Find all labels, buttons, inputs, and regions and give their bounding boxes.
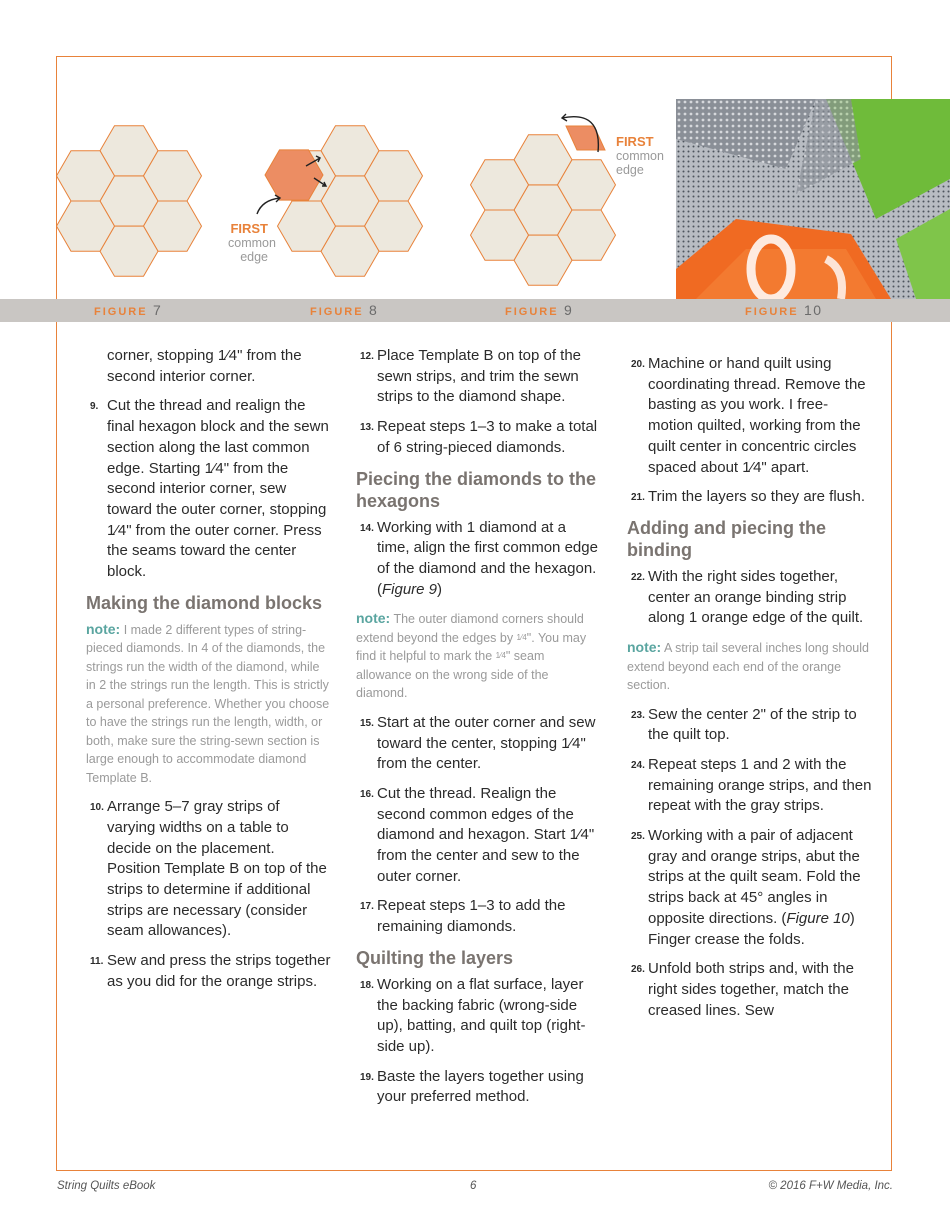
first-label: FIRST	[230, 221, 268, 236]
page-number: 6	[470, 1180, 477, 1192]
step-text: Place Template B on top of the sewn strips, and trim the sewn strips to the diamond shape.	[377, 347, 582, 406]
figure-9-label	[616, 135, 664, 177]
step-22	[627, 567, 872, 629]
step-text: Sew and press the strips together as you did for the orange strips.	[107, 952, 331, 990]
step-text: Cut the thread and realign the final hexagon block and the sewn section along the last common edge. Starting 1⁄4" from the second interior corner, sew toward the outer corner, stopping 1⁄4" from the outer corner. Press the seams toward the center block.	[107, 397, 329, 581]
common-label: common	[616, 149, 664, 163]
column-2	[356, 346, 601, 1117]
diamond-piece	[566, 126, 605, 150]
step-number: 24.	[631, 759, 645, 771]
step-text: Unfold both strips and, with the right sides together, match the creased lines. Sew	[648, 960, 854, 1019]
common-label: common	[228, 236, 276, 250]
note	[86, 620, 331, 788]
step-text: Working on a flat surface, layer the backing fabric (wrong-side up), batting, and quilt top (right-side up).	[377, 975, 586, 1055]
step-14	[356, 518, 601, 601]
step-number: 18.	[360, 979, 374, 991]
step-16	[356, 784, 601, 888]
step-text-end: ) Finger crease the folds.	[648, 909, 855, 948]
step-9	[86, 396, 331, 582]
caption-label: FIGURE	[94, 306, 148, 318]
step-number: 21.	[631, 492, 645, 504]
caption-number: 9	[563, 302, 574, 318]
step-text: Working with 1 diamond at a time, align the first common edge of the diamond and the hexagon. (	[377, 518, 598, 598]
step-17	[356, 896, 601, 937]
step-number: 11.	[90, 956, 104, 968]
step-20	[627, 354, 872, 478]
step-15	[356, 713, 601, 775]
figure-reference: Figure 9	[382, 580, 438, 598]
step-text: Machine or hand quilt using coordinating thread. Remove the basting as you work. I free-motion quilted, working from the quilt center in concentric circles spaced about 1⁄4" apart.	[648, 355, 866, 476]
step-number: 14.	[360, 522, 374, 534]
quilt-photo-image	[676, 99, 950, 299]
step-number: 19.	[360, 1071, 374, 1083]
step-8-continued: corner, stopping 1⁄4" from the second interior corner.	[107, 347, 302, 385]
hexagon-diagram	[57, 114, 616, 285]
note-text: The outer diamond corners should extend beyond the edges by	[356, 612, 584, 645]
step-text: Repeat steps 1 and 2 with the remaining orange strips, and then repeat with the gray strips.	[648, 755, 872, 815]
quilt-photo	[676, 99, 950, 299]
caption-number: 10	[803, 302, 823, 318]
edge-label: edge	[616, 163, 644, 177]
step-10	[86, 797, 331, 942]
first-label: FIRST	[616, 134, 654, 149]
note-label: note:	[356, 610, 391, 627]
step-number: 9.	[90, 401, 99, 413]
step-number: 26.	[631, 964, 645, 976]
step-number: 20.	[631, 359, 645, 370]
figure-7-caption	[94, 302, 162, 318]
note-label: note:	[627, 639, 662, 656]
footer-copyright: © 2016 F+W Media, Inc.	[768, 1180, 893, 1192]
edge-label: edge	[240, 250, 268, 264]
caption-label: FIGURE	[745, 306, 799, 318]
section-heading: Piecing the diamonds to the hexagons	[356, 468, 597, 511]
fraction: 1⁄4	[495, 651, 506, 661]
caption-number: 7	[152, 302, 163, 318]
figure-reference: Figure 10	[786, 909, 850, 927]
step-26	[627, 959, 872, 1021]
step-text: Sew the center 2" of the strip to the quilt top.	[648, 705, 857, 744]
step-11	[86, 951, 331, 992]
step-number: 22.	[631, 571, 645, 583]
note	[627, 638, 872, 695]
step-text: Arrange 5–7 gray strips of varying widths on a table to decide on the placement. Position Template B on top of the strips to determine if additional strips are necessary (consider seam allowances).	[107, 798, 327, 940]
step-number: 16.	[360, 788, 374, 800]
step-text: Working with a pair of adjacent gray and orange strips, abut the strips at the quilt seam. Fold the strips back at 45° angles in opposite directions. (	[648, 827, 861, 927]
step-number: 10.	[90, 802, 104, 814]
column-3	[627, 354, 872, 1030]
figure-9-caption	[505, 302, 573, 318]
figure-8-caption	[310, 302, 378, 318]
step-text: Start at the outer corner and sew toward the center, stopping 1⁄4" from the center.	[377, 713, 596, 773]
step-number: 12.	[360, 351, 374, 362]
step-19	[356, 1067, 601, 1108]
note-text: ". You may find it helpful to mark the	[356, 630, 587, 664]
step-13	[356, 417, 601, 458]
note-text: I made 2 different types of string-pieced diamonds. In 4 of the diamonds, the strings run the width of the diamond, while in 2 the strings run the length. This is strictly a personal preference. Whether you choose to have the strings run the length, width, or both, make sure the string-sewn section is large enough to accommodate diamond Template B.	[86, 622, 330, 785]
step-text: Repeat steps 1–3 to make a total of 6 string-pieced diamonds.	[377, 418, 598, 456]
step-text: Cut the thread. Realign the second common edges of the diamond and hexagon. Start 1⁄4" from the center and sew to the outer corner.	[377, 784, 595, 885]
section-heading: Adding and piecing the binding	[627, 517, 826, 560]
section-heading: Making the diamond blocks	[86, 592, 323, 613]
step-text: Baste the layers together using your preferred method.	[377, 1067, 584, 1106]
step-number: 13.	[360, 422, 374, 434]
step-24	[627, 755, 872, 817]
step-text-end: )	[437, 580, 443, 598]
note	[356, 609, 601, 703]
caption-number: 8	[368, 302, 379, 318]
note-text: A strip tail several inches long should extend beyond each end of the orange section.	[627, 641, 869, 693]
caption-label: FIGURE	[505, 306, 559, 318]
step-21	[627, 487, 872, 508]
column-1	[86, 346, 331, 1002]
arrow-icon	[257, 195, 280, 214]
step-text: Repeat steps 1–3 to add the remaining diamonds.	[377, 897, 566, 936]
caption-label: FIGURE	[310, 306, 364, 318]
section-heading: Quilting the layers	[356, 947, 514, 968]
step-number: 15.	[360, 717, 374, 729]
step-number: 23.	[631, 709, 645, 721]
note-text: " seam allowance on the wrong side of the diamond.	[356, 649, 549, 701]
step-number: 25.	[631, 831, 645, 843]
step-12	[356, 346, 601, 408]
note-label: note:	[86, 620, 121, 637]
fraction: 1⁄4	[516, 632, 527, 642]
step-number: 17.	[360, 901, 374, 913]
figure-8-label	[228, 221, 276, 264]
step-25	[627, 826, 872, 950]
step-23	[627, 705, 872, 746]
step-text: With the right sides together, center an orange binding strip along 1 orange edge of the quilt.	[648, 567, 864, 627]
figure-10-caption	[745, 302, 823, 318]
step-text: Trim the layers so they are flush.	[648, 488, 866, 506]
step-18	[356, 975, 601, 1058]
footer-title: String Quilts eBook	[57, 1180, 156, 1192]
